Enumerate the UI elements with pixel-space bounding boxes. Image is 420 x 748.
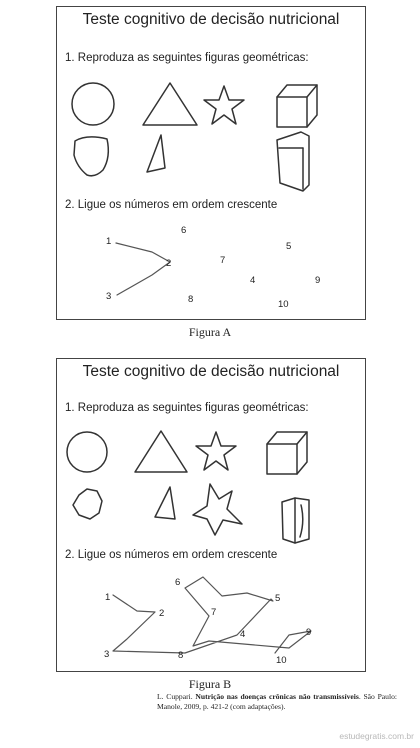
- number-label-4: 4: [250, 275, 256, 286]
- number-label-1: 1: [105, 592, 111, 603]
- number-label-3: 3: [106, 291, 112, 302]
- reproduced-cube-shape: [282, 498, 309, 543]
- model-star-shape: [204, 86, 244, 124]
- number-label-3: 3: [104, 649, 110, 660]
- model-triangle-shape: [143, 83, 197, 125]
- number-label-7: 7: [220, 255, 226, 266]
- number-label-7: 7: [211, 607, 217, 618]
- number-label-6: 6: [175, 577, 181, 588]
- figure-b-panel: [56, 358, 366, 672]
- figure-a-caption: Figura A: [188, 325, 232, 339]
- figure-b-question-1: 1. Reproduza as seguintes figuras geométricas:: [65, 402, 309, 414]
- figure-a-panel: [56, 6, 366, 320]
- number-label-10: 10: [276, 655, 287, 666]
- source-book-title: Nutrição nas doenças crônicas não transmissíveis: [195, 692, 359, 701]
- reproduced-star-shape: [193, 484, 242, 535]
- number-label-8: 8: [188, 294, 194, 305]
- figure-b-question-2: 2. Ligue os números em ordem crescente: [65, 549, 278, 561]
- reproduced-triangle-shape: [147, 135, 165, 172]
- number-label-2: 2: [166, 258, 172, 269]
- number-label-9: 9: [306, 627, 312, 638]
- reproduced-triangle-shape: [155, 487, 175, 519]
- model-cube-shape: [277, 85, 317, 127]
- number-label-4: 4: [240, 629, 246, 640]
- figure-a-title: Teste cognitivo de decisão nutricional: [82, 11, 340, 28]
- number-label-2: 2: [159, 608, 165, 619]
- reproduced-cube-shape: [277, 132, 309, 191]
- number-label-5: 5: [275, 593, 281, 604]
- source-publisher: São Paulo: Manole, 2009, p. 421-2 (com adaptações).: [157, 692, 397, 711]
- figure-a-question-2: 2. Ligue os números em ordem crescente: [65, 199, 278, 211]
- model-circle-shape: [67, 432, 107, 472]
- figure-b-drawing: [57, 359, 365, 671]
- connection-line-1-2: [116, 243, 170, 262]
- connection-line-2-3: [117, 262, 170, 295]
- figure-a-drawing: [57, 7, 365, 319]
- figure-b-title: Teste cognitivo de decisão nutricional: [82, 363, 340, 380]
- reproduced-circle-shape: [73, 489, 102, 519]
- number-label-1: 1: [106, 236, 112, 247]
- source-authors: L. Cuppari.: [157, 692, 193, 701]
- source-citation: L. Cuppari. Nutrição nas doenças crônicas não transmissíveis. São Paulo: Manole, 2009, p. 421-2 (com adaptações).: [157, 692, 397, 711]
- number-label-5: 5: [286, 241, 292, 252]
- number-label-9: 9: [315, 275, 321, 286]
- model-triangle-shape: [135, 431, 187, 472]
- number-label-10: 10: [278, 299, 289, 310]
- site-watermark: estudegratis.com.br: [339, 731, 414, 741]
- figure-a-question-1: 1. Reproduza as seguintes figuras geométricas:: [65, 52, 309, 64]
- model-star-shape: [196, 432, 236, 470]
- figure-b-caption: Figura B: [188, 677, 232, 691]
- model-circle-shape: [72, 83, 114, 125]
- number-label-6: 6: [181, 225, 187, 236]
- number-label-8: 8: [178, 650, 184, 661]
- model-cube-shape: [267, 432, 307, 474]
- reproduced-circle-shape: [74, 137, 108, 176]
